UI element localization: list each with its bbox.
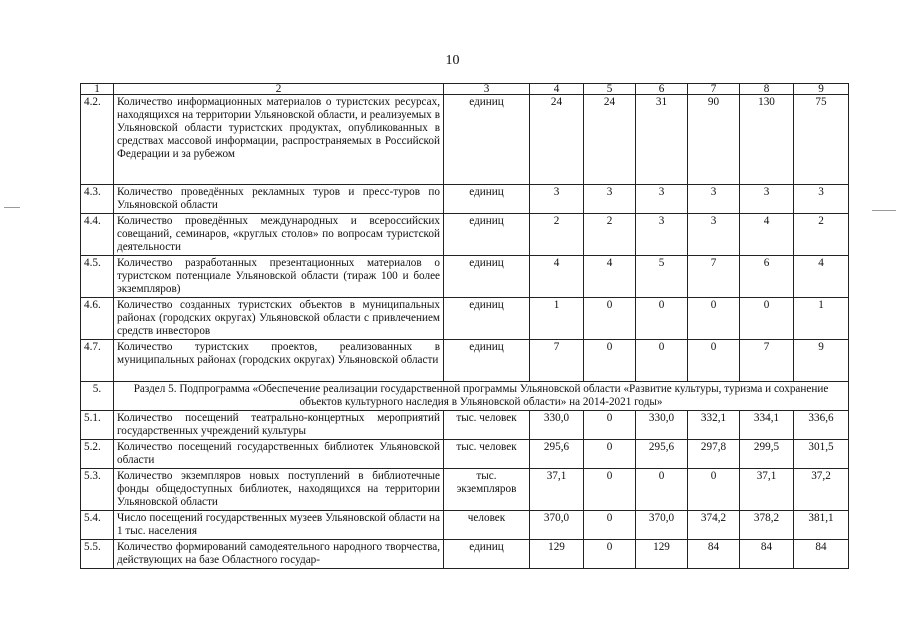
value-cell: 37,2 <box>794 469 849 511</box>
value-cell: 3 <box>584 185 636 214</box>
value-cell: 0 <box>584 511 636 540</box>
row-number: 4.7. <box>81 340 114 382</box>
table-row <box>81 440 849 469</box>
value-cell: 0 <box>636 298 688 340</box>
value-cell: 7 <box>740 340 794 382</box>
value-cell: 6 <box>740 256 794 298</box>
header-row <box>81 84 849 95</box>
row-number: 4.5. <box>81 256 114 298</box>
value-cell: 129 <box>636 540 688 569</box>
value-cell: 0 <box>584 469 636 511</box>
value-cell: 0 <box>584 298 636 340</box>
header-cell: 1 <box>81 84 114 95</box>
value-cell: 378,2 <box>740 511 794 540</box>
value-cell: 4 <box>740 214 794 256</box>
value-cell: 0 <box>688 469 740 511</box>
value-cell: 0 <box>636 340 688 382</box>
value-cell: 3 <box>636 185 688 214</box>
value-cell: 90 <box>688 95 740 185</box>
value-cell: 0 <box>688 298 740 340</box>
row-number: 5.4. <box>81 511 114 540</box>
value-cell: 37,1 <box>740 469 794 511</box>
header-cell: 5 <box>584 84 636 95</box>
value-cell: 75 <box>794 95 849 185</box>
value-cell: 370,0 <box>530 511 584 540</box>
value-cell: 1 <box>794 298 849 340</box>
value-cell: 2 <box>584 214 636 256</box>
value-cell: 3 <box>530 185 584 214</box>
indicator-name: Количество проведённых международных и всероссийских совещаний, семинаров, «круглых столов» по вопросам туристской деятельности <box>114 214 444 256</box>
indicator-name: Количество туристских проектов, реализованных в муниципальных районах (городских округах) Ульяновской области <box>114 340 444 382</box>
value-cell: 0 <box>636 469 688 511</box>
row-number: 5.2. <box>81 440 114 469</box>
unit-cell: единиц <box>444 95 530 185</box>
header-cell: 3 <box>444 84 530 95</box>
value-cell: 7 <box>688 256 740 298</box>
section-number: 5. <box>81 382 114 411</box>
value-cell: 0 <box>584 540 636 569</box>
row-number: 4.6. <box>81 298 114 340</box>
value-cell: 2 <box>530 214 584 256</box>
unit-cell: единиц <box>444 185 530 214</box>
value-cell: 5 <box>636 256 688 298</box>
table-row <box>81 540 849 569</box>
value-cell: 1 <box>530 298 584 340</box>
value-cell: 4 <box>584 256 636 298</box>
table-row <box>81 511 849 540</box>
unit-cell: единиц <box>444 340 530 382</box>
value-cell: 37,1 <box>530 469 584 511</box>
row-number: 4.2. <box>81 95 114 185</box>
unit-cell: единиц <box>444 214 530 256</box>
value-cell: 31 <box>636 95 688 185</box>
value-cell: 381,1 <box>794 511 849 540</box>
table-row <box>81 340 849 382</box>
table-row <box>81 298 849 340</box>
value-cell: 295,6 <box>530 440 584 469</box>
value-cell: 3 <box>688 185 740 214</box>
table-row <box>81 95 849 185</box>
indicator-name: Количество информационных материалов о туристских ресурсах, находящихся на территории Ульяновской области, и реализуемых в Ульяновской области туристских продуктах, опубликованных в средствах массовой информации, распространяемых в Российской Федерации и за рубежом <box>114 95 444 185</box>
value-cell: 336,6 <box>794 411 849 440</box>
table-row <box>81 214 849 256</box>
value-cell: 330,0 <box>530 411 584 440</box>
value-cell: 374,2 <box>688 511 740 540</box>
value-cell: 301,5 <box>794 440 849 469</box>
row-number: 4.4. <box>81 214 114 256</box>
indicator-name: Число посещений государственных музеев Ульяновской области на 1 тыс. населения <box>114 511 444 540</box>
scan-mark-left <box>4 207 20 208</box>
value-cell: 3 <box>688 214 740 256</box>
value-cell: 3 <box>636 214 688 256</box>
value-cell: 4 <box>530 256 584 298</box>
value-cell: 24 <box>584 95 636 185</box>
page-number: 10 <box>445 53 460 68</box>
value-cell: 332,1 <box>688 411 740 440</box>
header-cell: 2 <box>114 84 444 95</box>
header-cell: 7 <box>688 84 740 95</box>
unit-cell: единиц <box>444 256 530 298</box>
value-cell: 0 <box>584 340 636 382</box>
scan-mark-right <box>872 210 896 211</box>
value-cell: 84 <box>688 540 740 569</box>
section-title: Раздел 5. Подпрограмма «Обеспечение реализации государственной программы Ульяновской области «Развитие культуры, туризма и сохранение объектов культурного наследия в Ульяновской области» на 2014-2021 годы» <box>114 382 849 411</box>
value-cell: 84 <box>740 540 794 569</box>
header-cell: 6 <box>636 84 688 95</box>
value-cell: 0 <box>740 298 794 340</box>
unit-cell: тыс. экземпляров <box>444 469 530 511</box>
value-cell: 2 <box>794 214 849 256</box>
table-row <box>81 185 849 214</box>
value-cell: 129 <box>530 540 584 569</box>
indicator-name: Количество разработанных презентационных материалов о туристском потенциале Ульяновской области (тираж 100 и более экземпляров) <box>114 256 444 298</box>
value-cell: 299,5 <box>740 440 794 469</box>
row-number: 5.3. <box>81 469 114 511</box>
unit-cell: единиц <box>444 298 530 340</box>
indicators-table <box>80 83 849 569</box>
header-cell: 8 <box>740 84 794 95</box>
table-row <box>81 256 849 298</box>
header-cell: 4 <box>530 84 584 95</box>
value-cell: 3 <box>740 185 794 214</box>
section-row <box>81 382 849 411</box>
indicator-name: Количество экземпляров новых поступлений в библиотечные фонды общедоступных библиотек, находящихся на территории Ульяновской области <box>114 469 444 511</box>
value-cell: 3 <box>794 185 849 214</box>
value-cell: 130 <box>740 95 794 185</box>
value-cell: 330,0 <box>636 411 688 440</box>
unit-cell: тыс. человек <box>444 411 530 440</box>
unit-cell: человек <box>444 511 530 540</box>
indicator-name: Количество формирований самодеятельного народного творчества, действующих на базе Областного государ- <box>114 540 444 569</box>
table-row <box>81 469 849 511</box>
indicator-name: Количество посещений государственных библиотек Ульяновской области <box>114 440 444 469</box>
value-cell: 84 <box>794 540 849 569</box>
indicator-name: Количество посещений театрально-концертных мероприятий государственных учреждений культуры <box>114 411 444 440</box>
value-cell: 0 <box>584 411 636 440</box>
value-cell: 370,0 <box>636 511 688 540</box>
unit-cell: единиц <box>444 540 530 569</box>
unit-cell: тыс. человек <box>444 440 530 469</box>
header-cell: 9 <box>794 84 849 95</box>
indicator-name: Количество проведённых рекламных туров и пресс-туров по Ульяновской области <box>114 185 444 214</box>
row-number: 5.5. <box>81 540 114 569</box>
value-cell: 7 <box>530 340 584 382</box>
value-cell: 0 <box>584 440 636 469</box>
value-cell: 0 <box>688 340 740 382</box>
value-cell: 9 <box>794 340 849 382</box>
value-cell: 297,8 <box>688 440 740 469</box>
value-cell: 4 <box>794 256 849 298</box>
value-cell: 24 <box>530 95 584 185</box>
row-number: 5.1. <box>81 411 114 440</box>
row-number: 4.3. <box>81 185 114 214</box>
indicator-name: Количество созданных туристских объектов в муниципальных районах (городских округах) Ульяновской области с привлечением средств инвесторов <box>114 298 444 340</box>
value-cell: 334,1 <box>740 411 794 440</box>
value-cell: 295,6 <box>636 440 688 469</box>
table-row <box>81 411 849 440</box>
